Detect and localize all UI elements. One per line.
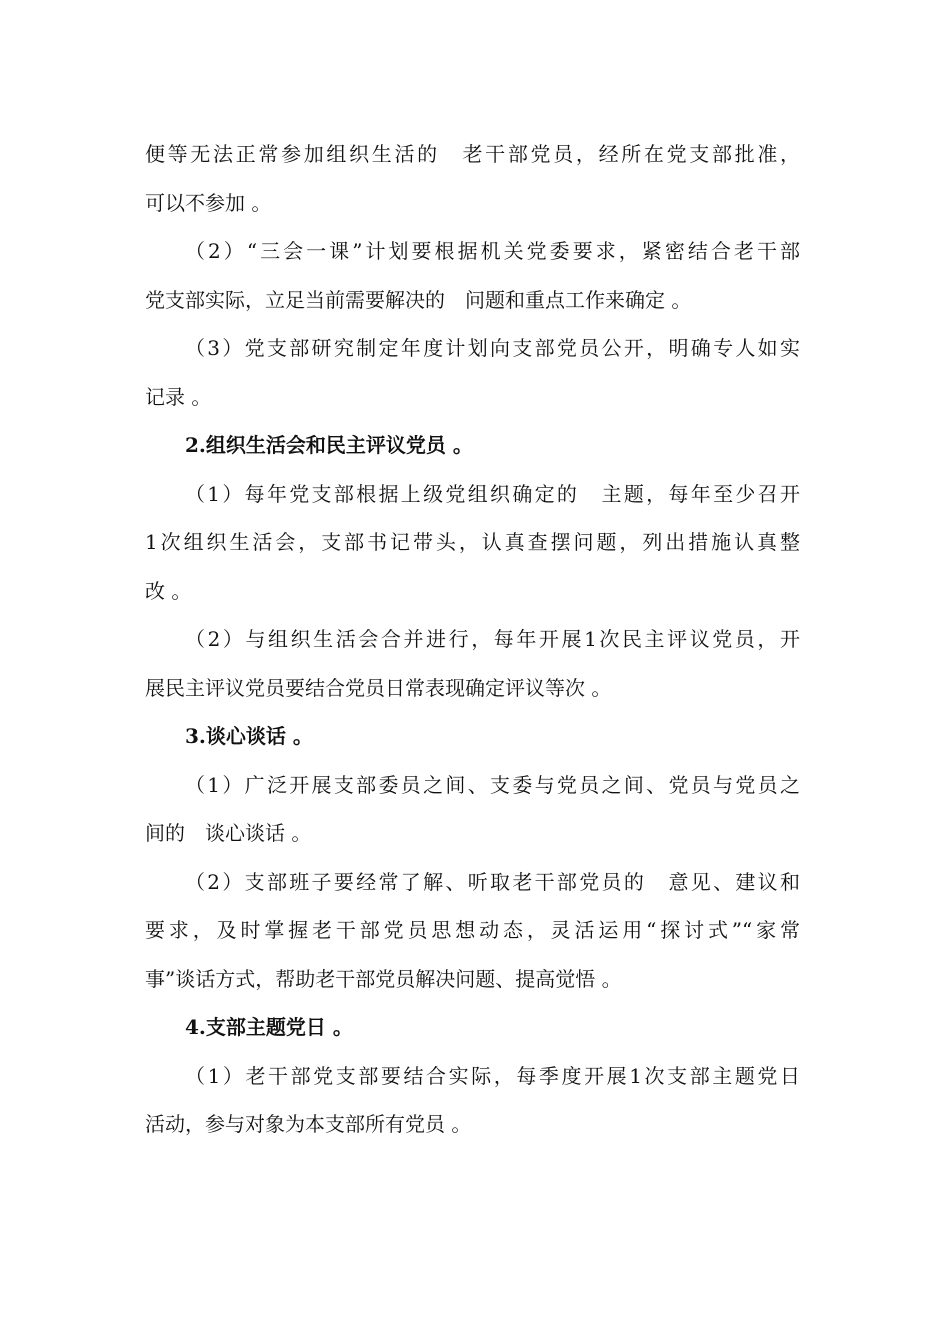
paragraph-line: 便等无法正常参加组织生活的 老干部党员，经所在党支部批准， (145, 142, 800, 166)
paragraph-line: （1）老干部党支部要结合实际，每季度开展1次支部主题党日 (185, 1063, 800, 1088)
section-heading: 2.组织生活会和民主评议党员 。 (185, 433, 473, 457)
paragraph-line: （1）每年党支部根据上级党组织确定的 主题，每年至少召开 (185, 481, 800, 506)
paragraph-line: （1）广泛开展支部委员之间、支委与党员之间、党员与党员之 (185, 772, 800, 797)
section-heading: 4.支部主题党日 。 (185, 1015, 353, 1039)
document-body (145, 130, 800, 1149)
paragraph-line: （2）“三会一课”计划要根据机关党委要求，紧密结合老干部 (185, 239, 800, 263)
paragraph-line: （3）党支部研究制定年度计划向支部党员公开，明确专人如实 (185, 336, 800, 360)
paragraph-line: 党支部实际，立足当前需要解决的 问题和重点工作来确定 。 (145, 287, 692, 312)
paragraph-line: 可以不参加 。 (145, 190, 272, 215)
paragraph-line: 改 。 (145, 578, 192, 603)
paragraph-line: 展民主评议党员要结合党员日常表现确定评议等次 。 (145, 675, 612, 700)
paragraph-line: 间的 谈心谈话 。 (145, 821, 312, 845)
section-heading: 3.谈心谈话 。 (185, 724, 313, 748)
paragraph-line: 1次组织生活会，支部书记带头，认真查摆问题，列出措施认真整 (145, 530, 800, 554)
paragraph-line: 事”谈话方式，帮助老干部党员解决问题、提高觉悟 。 (145, 966, 622, 991)
paragraph-line: （2）与组织生活会合并进行，每年开展1次民主评议党员，开 (185, 627, 800, 651)
paragraph-line: 活动，参与对象为本支部所有党员 。 (145, 1112, 472, 1136)
paragraph-line: 要求，及时掌握老干部党员思想动态，灵活运用“探讨式”“家常 (145, 918, 800, 942)
paragraph-line: 记录 。 (145, 384, 212, 409)
paragraph-line: （2）支部班子要经常了解、听取老干部党员的 意见、建议和 (185, 869, 800, 894)
